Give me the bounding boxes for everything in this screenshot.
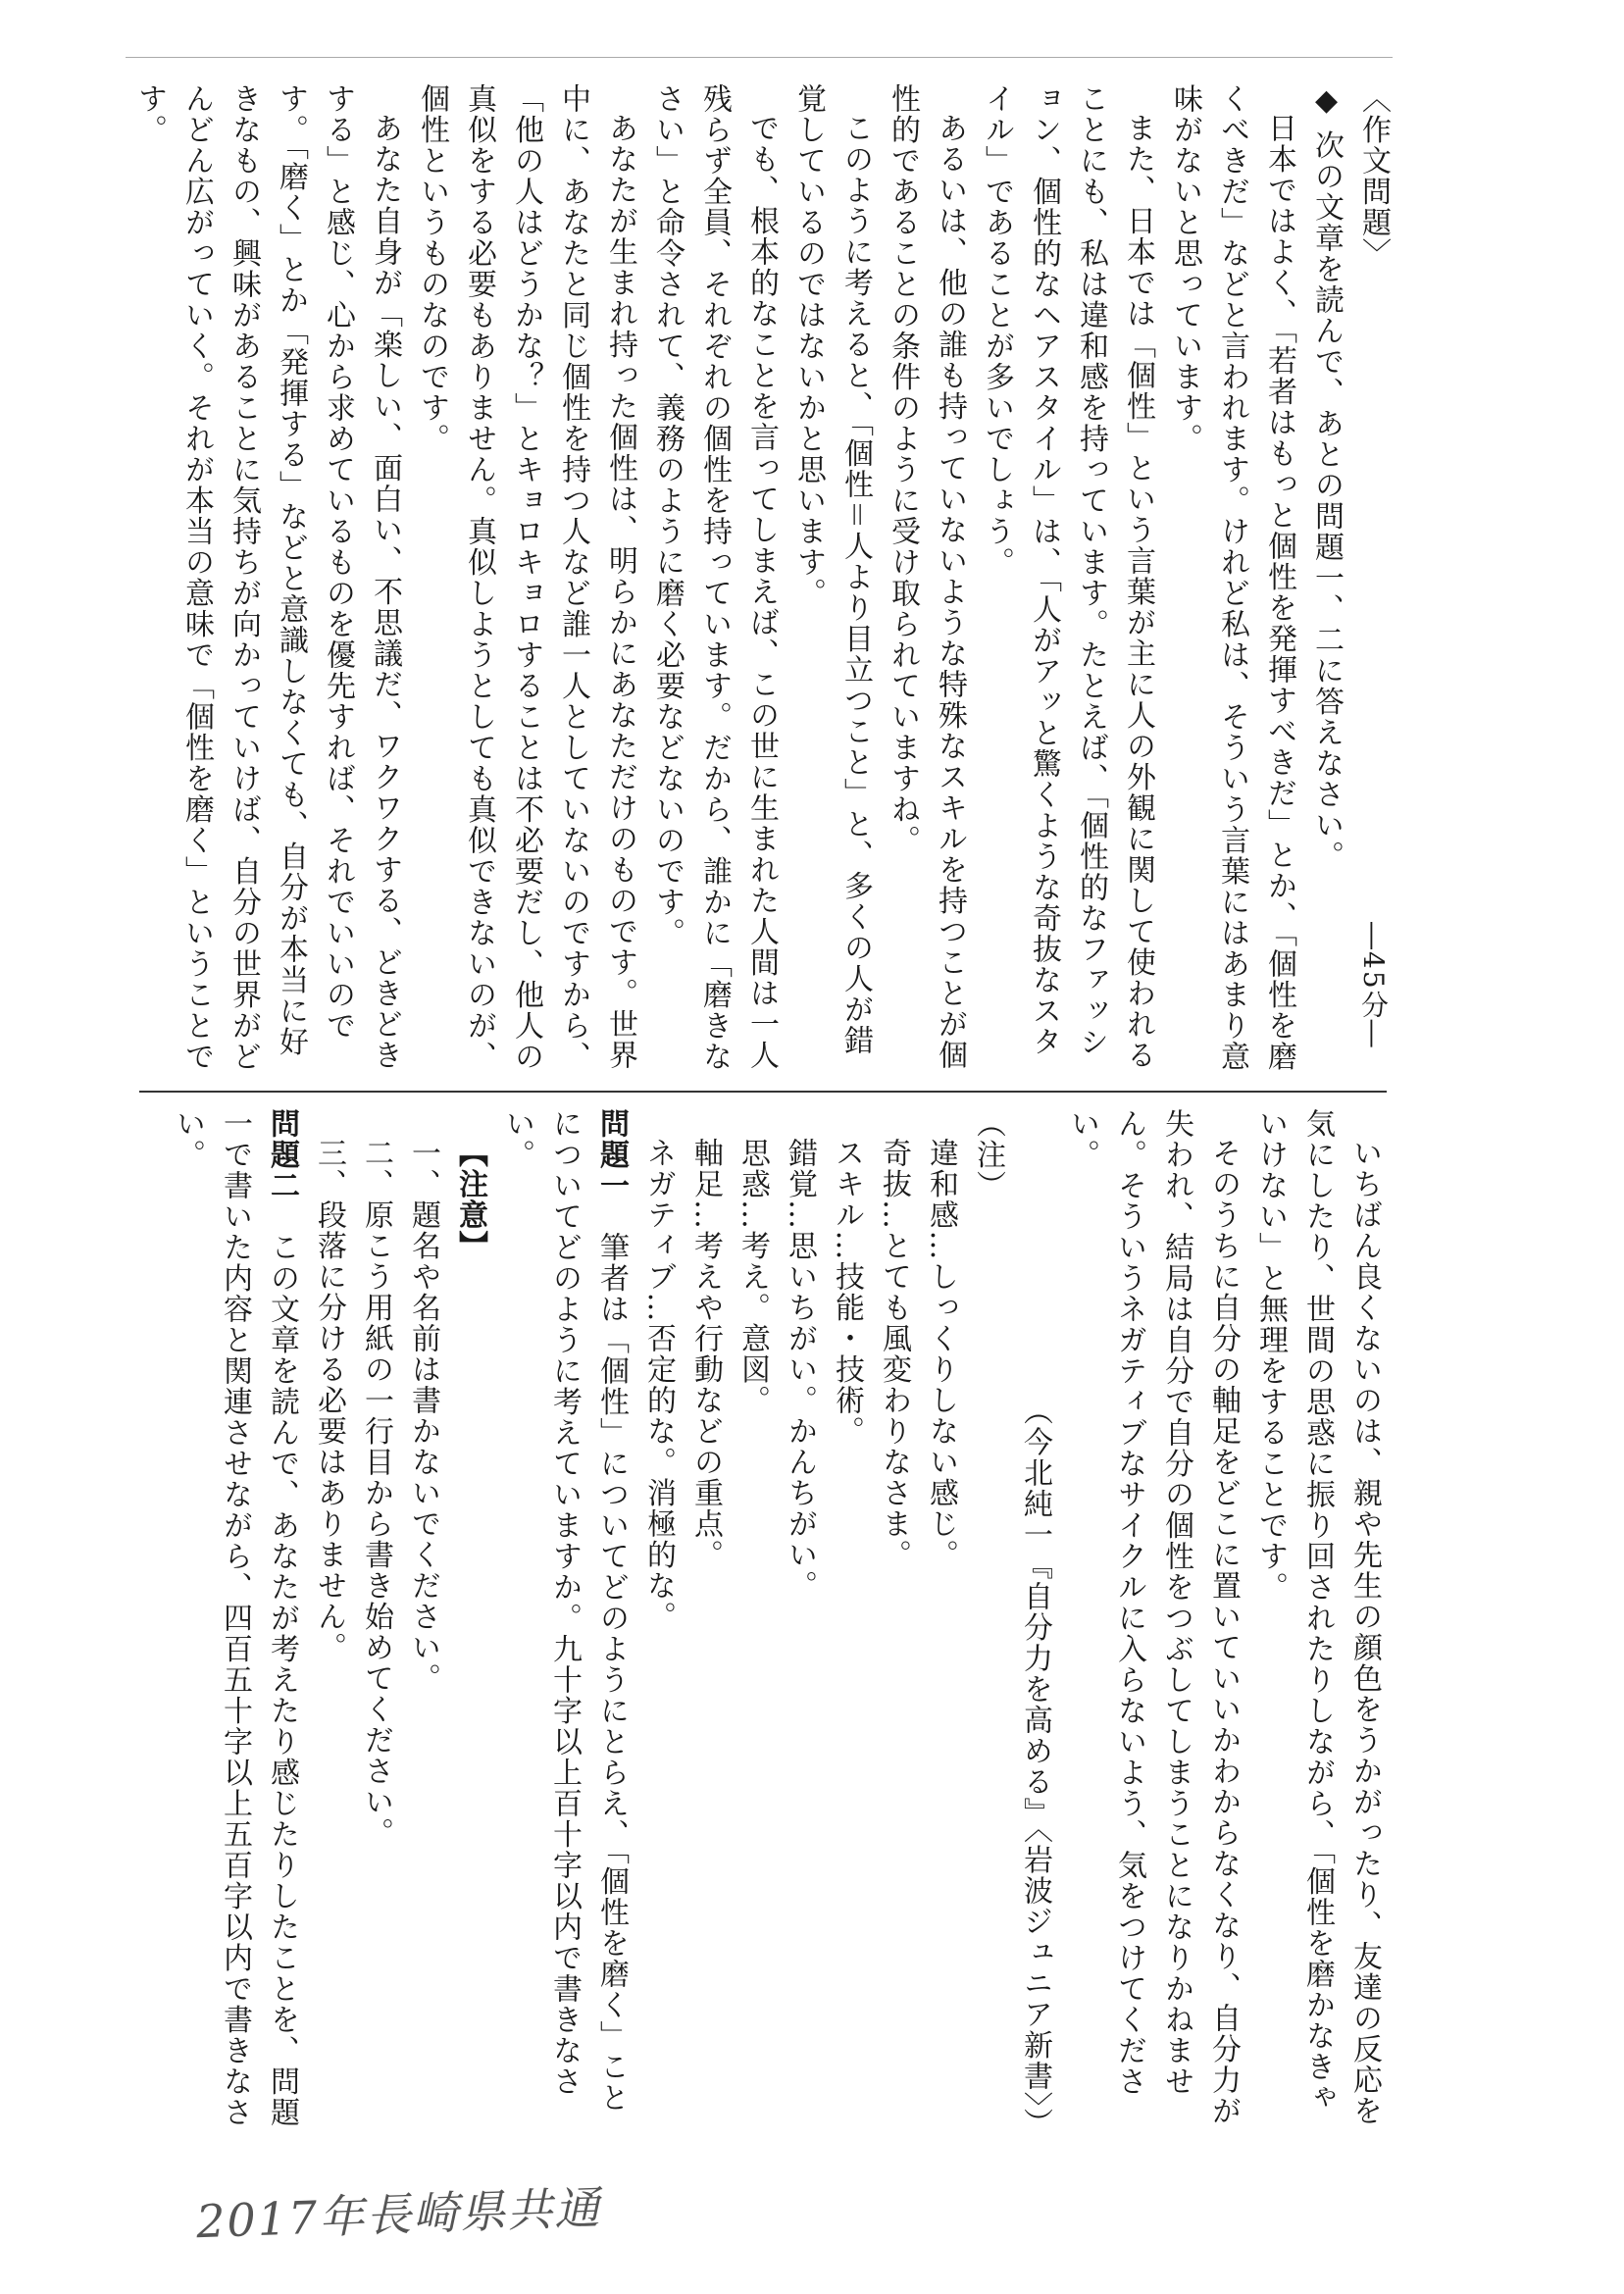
note-item: ネガティブ…否定的な。消極的な。 [641,1138,676,1632]
caution-item: 二、原こう用紙の一行目から書き始めてください。 [359,1138,393,1849]
note-item: 軸足…考えや行動などの重点。 [688,1138,723,1570]
passage-paragraph-1: 日本ではよく、「若者はもっと個性を発揮すべきだ」とか、「個性を磨くべきだ」などと言われます。けれど私は、そういう言葉にはあまり意味がないと思っています。 [1168,83,1296,1072]
passage-paragraph-9: そのうちに自分の軸足をどこに置いていいかわからなくなり、自分力が失われ、結局は自分で自分の個性をつぶしてしまうことになりかねません。そういうネガティブなサイクルに入らないよう、気をつけてください。 [1065,1108,1241,2126]
note-item: 思惑…考え。意図。 [736,1138,770,1416]
middle-rule [139,1091,1387,1093]
section-title: 〈作文問題〉 [1356,83,1391,269]
time-limit: ―45分― [1357,922,1390,1049]
source-citation: （今北純一『自分力を高める』〈岩波ジュニア新書〉） [1018,1395,1052,2138]
caution-item: 一、題名や名前は書かないでください。 [406,1138,440,1694]
caution-label: 【注意】 [453,1138,487,1261]
note-item: 錯覚…思いちがい。かんちがい。 [783,1138,817,1602]
question-1 [493,1108,634,2138]
upper-text-block [126,83,1396,1074]
question-2-label: 問題二 [265,1108,299,1201]
lower-text-block [142,1108,1388,2138]
note-item: スキル…技能・技術。 [830,1138,864,1447]
caution-item: 三、段落に分ける必要はありません。 [312,1138,346,1663]
passage-paragraph-2: また、日本では「個性」という言葉が主に人の外観に関して使われることにも、私は違和感を持っています。たとえば、「個性的なファッション、個性的なヘアスタイル」は、「人がアッと驚くような奇抜なスタイル」であることが多いでしょう。 [980,83,1155,1071]
handwritten-note: 2017年長崎県共通 [195,2180,602,2249]
question-2 [164,1108,305,2138]
question-2-text: この文章を読んで、あなたが考えたり感じたりしたことを、問題一で書いた内容と関連させながら、四百五十字以上五百字以内で書きなさい。 [171,1108,299,2128]
note-item: 違和感…しっくりしない感じ。 [924,1138,958,1570]
passage-paragraph-7: あなた自身が「楽しい、面白い、不思議だ、ワクワクする、どきどきする」と感じ、心から求めているものを優先すれば、それでいいのです。「磨く」とか「発揮する」などと意識しなくても、自分が本当に好きなもの、興味があることに気持ちが向かっていけば、自分の世界がどんどん広がっていく。それが本当の意味で「個性を磨く」ということです。 [132,83,402,1072]
passage-paragraph-5: でも、根本的なことを言ってしまえば、この世に生まれた人間は一人残らず全員、それぞれの個性を持っています。だから、誰かに「磨きなさい」と命令されて、義務のように磨く必要などないのです。 [650,83,779,1072]
instruction: ◆ 次の文章を読んで、あとの問題一、二に答えなさい。 [1309,83,1344,872]
notes-label: （注） [971,1108,1005,1201]
question-1-label: 問題一 [594,1108,629,1201]
top-rule [126,57,1393,58]
passage-paragraph-8: いちばん良くないのは、親や先生の顔色をうかがったり、友達の反応を気にしたり、世間の思惑に振り回されたりしながら、「個性を磨かなきゃいけない」と無理をすることです。 [1253,1108,1382,2126]
passage-paragraph-6: あなたが生まれ持った個性は、明らかにあなただけのものです。世界中に、あなたと同じ個性を持つ人など誰一人としていないのですから、「他の人はどうかな？」とキョロキョロすることは不必要だし、他人の真似をする必要もありません。真似しようとしても真似できないのが、個性というものなのです。 [415,83,637,1072]
passage-paragraph-3: あるいは、他の誰も持っていないような特殊なスキルを持つことが個性的であることの条件のように受け取られていますね。 [886,83,967,1071]
question-1-text: 筆者は「個性」についてどのようにとらえ、「個性を磨く」ことについてどのように考えていますか。九十字以上百十字以内で書きなさい。 [500,1108,629,2114]
note-item: 奇抜…とても風変わりなさま。 [877,1138,911,1570]
passage-paragraph-4: このように考えると、「個性＝人より目立つこと」と、多くの人が錯覚しているのではないかと思います。 [791,83,873,1056]
